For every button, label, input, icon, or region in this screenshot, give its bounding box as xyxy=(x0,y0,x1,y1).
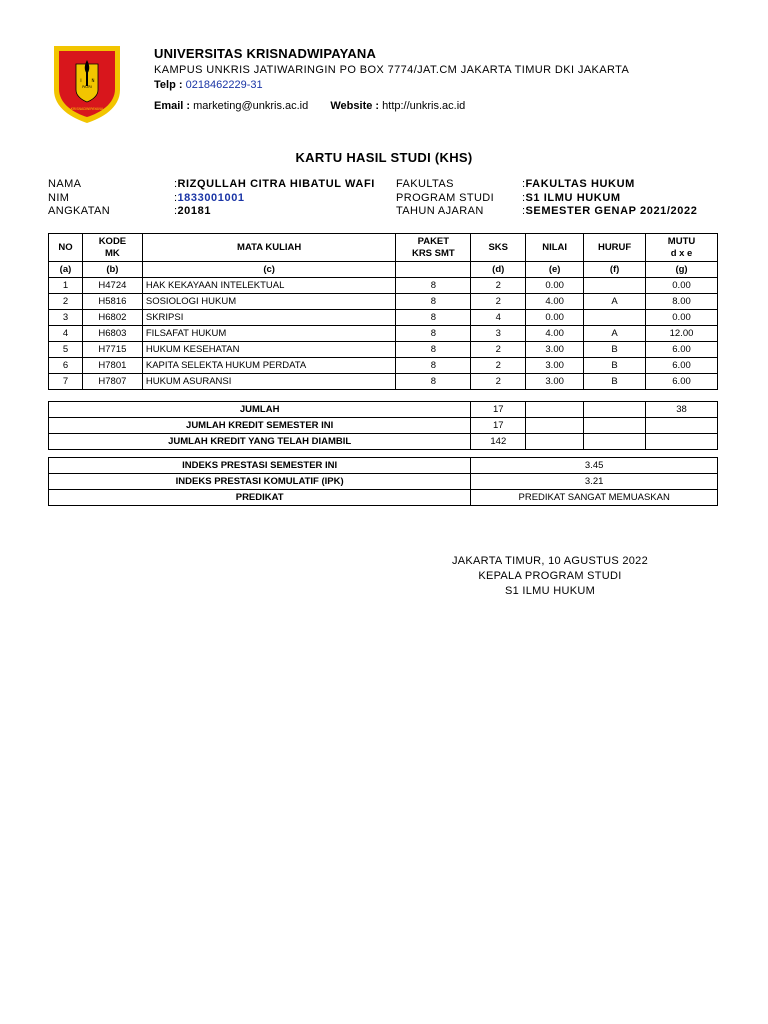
letter-row: (a) (b) (c) (d) (e) (f) (g) xyxy=(49,262,718,278)
ips-row: INDEKS PRESTASI SEMESTER INI 3.45 xyxy=(49,458,718,474)
cell-paket: 8 xyxy=(396,310,471,326)
table-row xyxy=(49,310,718,326)
prodi-label: PROGRAM STUDI xyxy=(396,192,495,204)
index-table xyxy=(48,457,718,506)
ipk-value: 3.21 xyxy=(471,474,718,490)
jumlah-sks: 17 xyxy=(471,402,526,418)
cell-paket: 8 xyxy=(396,358,471,374)
cell-matkul: HUKUM KESEHATAN xyxy=(142,342,396,358)
header-mutu: MUTU d x e xyxy=(646,234,718,262)
header-paket: PAKET KRS SMT xyxy=(396,234,471,262)
cell-matkul: HAK KEKAYAAN INTELEKTUAL xyxy=(142,278,396,294)
cell-mutu: 6.00 xyxy=(646,342,718,358)
tahun-row: :SEMESTER GENAP 2021/2022 xyxy=(522,205,698,217)
cell-matkul: SOSIOLOGI HUKUM xyxy=(142,294,396,310)
cell-matkul: FILSAFAT HUKUM xyxy=(142,326,396,342)
table-header xyxy=(49,234,718,262)
header-kode: KODE MK xyxy=(82,234,142,262)
cell-sks: 2 xyxy=(471,342,526,358)
cell-kode: H5816 xyxy=(82,294,142,310)
cell-mutu: 12.00 xyxy=(646,326,718,342)
cell-sks: 2 xyxy=(471,358,526,374)
cell-no: 3 xyxy=(49,310,83,326)
cell-kode: H7807 xyxy=(82,374,142,390)
cell-huruf xyxy=(584,278,646,294)
cell-mutu: 6.00 xyxy=(646,374,718,390)
university-address: KAMPUS UNKRIS JATIWARINGIN PO BOX 7774/JAT.CM JAKARTA TIMUR DKI JAKARTA xyxy=(154,64,630,76)
tahun-label: TAHUN AJARAN xyxy=(396,205,484,217)
angkatan-value: 20181 xyxy=(177,205,212,217)
cell-paket: 8 xyxy=(396,342,471,358)
signature-place-date: JAKARTA TIMUR, 10 AGUSTUS 2022 xyxy=(451,555,649,567)
nim-label: NIM xyxy=(48,192,70,204)
document-title: KARTU HASIL STUDI (KHS) xyxy=(295,150,473,165)
signature-position: KEPALA PROGRAM STUDI xyxy=(478,570,622,582)
jumlah-row: JUMLAH 17 38 xyxy=(49,402,718,418)
cell-sks: 2 xyxy=(471,294,526,310)
cell-no: 1 xyxy=(49,278,83,294)
table-row xyxy=(49,342,718,358)
cell-nilai: 0.00 xyxy=(526,278,584,294)
table-row xyxy=(49,358,718,374)
cell-paket: 8 xyxy=(396,278,471,294)
predikat-value: PREDIKAT SANGAT MEMUASKAN xyxy=(471,490,718,506)
nama-value: RIZQULLAH CITRA HIBATUL WAFI xyxy=(177,178,375,190)
cell-sks: 3 xyxy=(471,326,526,342)
cell-no: 2 xyxy=(49,294,83,310)
prodi-value: S1 ILMU HUKUM xyxy=(525,192,621,204)
tahun-value: SEMESTER GENAP 2021/2022 xyxy=(525,205,698,217)
cell-kode: H4724 xyxy=(82,278,142,294)
fakultas-row: :FAKULTAS HUKUM xyxy=(522,178,635,190)
cell-mutu: 0.00 xyxy=(646,278,718,294)
summary-table xyxy=(48,401,718,450)
header-sks: SKS xyxy=(471,234,526,262)
cell-kode: H6802 xyxy=(82,310,142,326)
header-nilai: NILAI xyxy=(526,234,584,262)
website-label: Website : xyxy=(330,100,380,112)
telp-line xyxy=(154,79,263,91)
cell-no: 4 xyxy=(49,326,83,342)
cell-sks: 2 xyxy=(471,278,526,294)
header-huruf: HURUF xyxy=(584,234,646,262)
cell-kode: H7715 xyxy=(82,342,142,358)
signature-block xyxy=(430,554,670,599)
university-logo xyxy=(52,44,122,124)
svg-text:I: I xyxy=(80,78,82,83)
cell-matkul: KAPITA SELEKTA HUKUM PERDATA xyxy=(142,358,396,374)
cell-matkul: SKRIPSI xyxy=(142,310,396,326)
table-row xyxy=(49,326,718,342)
cell-huruf: A xyxy=(584,294,646,310)
jumlah-mutu: 38 xyxy=(646,402,718,418)
logo-motto: PATRI xyxy=(82,85,92,89)
cell-paket: 8 xyxy=(396,374,471,390)
cell-mutu: 8.00 xyxy=(646,294,718,310)
cell-no: 7 xyxy=(49,374,83,390)
email-label: Email : xyxy=(154,100,191,112)
fakultas-label: FAKULTAS xyxy=(396,178,454,190)
table-row xyxy=(49,278,718,294)
cell-huruf xyxy=(584,310,646,326)
cell-kode: H6803 xyxy=(82,326,142,342)
cell-nilai: 0.00 xyxy=(526,310,584,326)
website-value[interactable]: http://unkris.ac.id xyxy=(382,100,466,112)
cell-sks: 4 xyxy=(471,310,526,326)
angkatan-row: :20181 xyxy=(174,205,212,217)
cell-nilai: 3.00 xyxy=(526,358,584,374)
cell-huruf: B xyxy=(584,358,646,374)
logo-wordmark: KRISNADWIPAYANA xyxy=(70,107,104,111)
cell-sks: 2 xyxy=(471,374,526,390)
cell-mutu: 0.00 xyxy=(646,310,718,326)
nim-row: :1833001001 xyxy=(174,192,245,204)
cell-nilai: 3.00 xyxy=(526,374,584,390)
ipk-row: INDEKS PRESTASI KOMULATIF (IPK) 3.21 xyxy=(49,474,718,490)
nama-row: :RIZQULLAH CITRA HIBATUL WAFI xyxy=(174,178,375,190)
cell-huruf: B xyxy=(584,342,646,358)
angkatan-label: ANGKATAN xyxy=(48,205,111,217)
cell-nilai: 3.00 xyxy=(526,342,584,358)
cell-no: 6 xyxy=(49,358,83,374)
university-name: UNIVERSITAS KRISNADWIPAYANA xyxy=(154,46,377,61)
cell-nilai: 4.00 xyxy=(526,326,584,342)
cell-huruf: B xyxy=(584,374,646,390)
kredit-total-row: JUMLAH KREDIT YANG TELAH DIAMBIL 142 xyxy=(49,434,718,450)
signature-program: S1 ILMU HUKUM xyxy=(504,585,596,597)
telp-value: 0218462229-31 xyxy=(185,79,263,91)
cell-paket: 8 xyxy=(396,326,471,342)
cell-paket: 8 xyxy=(396,294,471,310)
cell-no: 5 xyxy=(49,342,83,358)
nama-label: NAMA xyxy=(48,178,82,190)
cell-huruf: A xyxy=(584,326,646,342)
header-no: NO xyxy=(49,234,83,262)
grades-table xyxy=(48,233,718,390)
kredit-semester-row: JUMLAH KREDIT SEMESTER INI 17 xyxy=(49,418,718,434)
contact-line xyxy=(154,100,465,112)
telp-label: Telp : xyxy=(154,79,183,91)
cell-kode: H7801 xyxy=(82,358,142,374)
header-matkul: MATA KULIAH xyxy=(142,234,396,262)
fakultas-value: FAKULTAS HUKUM xyxy=(525,178,635,190)
svg-text:N: N xyxy=(91,78,95,83)
cell-matkul: HUKUM ASURANSI xyxy=(142,374,396,390)
nim-value: 1833001001 xyxy=(177,192,245,204)
cell-mutu: 6.00 xyxy=(646,358,718,374)
table-row xyxy=(49,374,718,390)
prodi-row: :S1 ILMU HUKUM xyxy=(522,192,621,204)
table-row xyxy=(49,294,718,310)
ips-value: 3.45 xyxy=(471,458,718,474)
predikat-row: PREDIKAT PREDIKAT SANGAT MEMUASKAN xyxy=(49,490,718,506)
email-value[interactable]: marketing@unkris.ac.id xyxy=(193,100,309,112)
cell-nilai: 4.00 xyxy=(526,294,584,310)
